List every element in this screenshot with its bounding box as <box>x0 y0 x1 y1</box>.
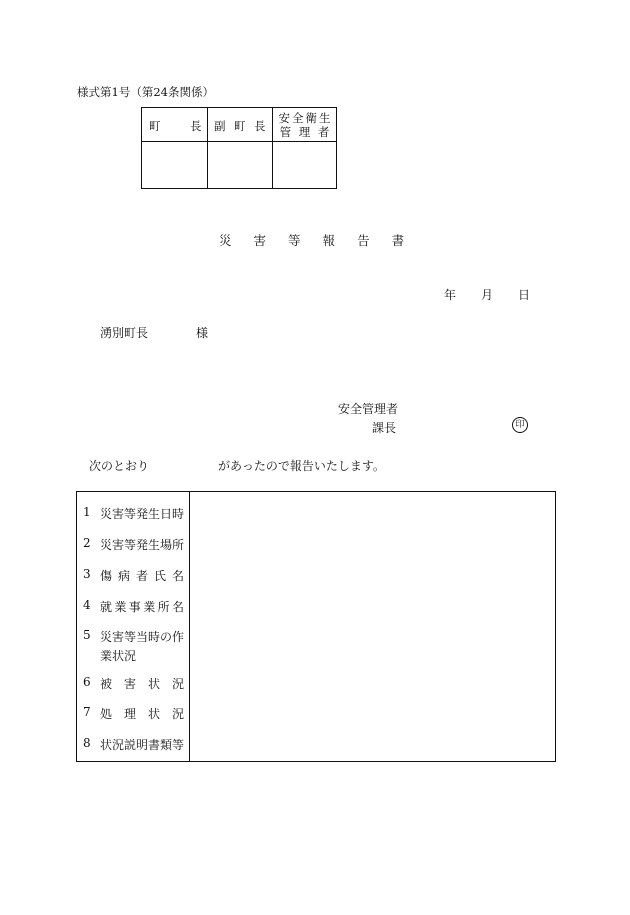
report-row <box>83 567 184 584</box>
title-char: 等 <box>288 233 301 248</box>
approval-label-mayor-2: 長 <box>190 119 202 133</box>
report-item-number: 7 <box>83 705 91 719</box>
reporter-role: 安全管理者 <box>338 402 399 416</box>
date-month: 月 <box>481 288 494 302</box>
approval-column-mayor <box>142 108 208 188</box>
addressee-honorific: 様 <box>196 326 209 340</box>
approval-column-deputy-mayor <box>208 108 273 188</box>
title-char: 書 <box>391 233 405 248</box>
report-item-label: 災害等発生場所 <box>100 538 185 552</box>
report-row <box>83 598 184 615</box>
report-item-number: 5 <box>83 628 91 642</box>
report-table-divider <box>189 492 190 761</box>
approval-label-safety-manager <box>278 111 333 139</box>
date-line <box>444 286 555 303</box>
approval-header-mayor <box>142 108 207 142</box>
report-row <box>83 536 184 553</box>
approval-column-safety-manager <box>273 108 336 188</box>
title-char: 告 <box>357 233 370 248</box>
date-year: 年 <box>444 288 457 302</box>
report-item-number: 4 <box>83 598 91 612</box>
report-item-label: 災害等当時の作業状況 <box>100 630 185 663</box>
intro-text-after: があったので報告いたします。 <box>218 459 385 473</box>
report-row <box>83 736 184 753</box>
report-item-number: 1 <box>83 505 91 519</box>
form-number: 様式第1号（第24条関係） <box>77 85 214 99</box>
approval-label-safety-line2: 管 理 者 <box>279 125 332 139</box>
reporter-title: 課長 <box>372 421 397 435</box>
report-table <box>76 491 556 762</box>
report-item-label: 就業事業所名 <box>100 600 184 614</box>
seal-mark: 印 <box>512 417 528 433</box>
report-row <box>83 675 184 692</box>
report-row <box>83 628 184 666</box>
report-item-label: 被害状況 <box>100 677 184 691</box>
approval-stamp-table <box>141 107 337 189</box>
report-row <box>83 505 184 522</box>
report-item-label: 災害等発生日時 <box>100 507 185 521</box>
date-day: 日 <box>518 288 531 302</box>
approval-label-safety-line1: 安全衛生 <box>278 111 333 125</box>
report-item-number: 2 <box>83 536 91 550</box>
report-item-label: 傷病者氏名 <box>100 569 184 583</box>
approval-header-deputy-mayor <box>208 108 272 142</box>
intro-text-before: 次のとおり <box>89 459 150 473</box>
approval-label-deputy-2: 町 <box>234 119 246 133</box>
report-item-label: 処理状況 <box>100 707 184 721</box>
approval-label-deputy-3: 長 <box>254 119 266 133</box>
report-item-label: 状況説明書類等 <box>100 738 185 752</box>
approval-header-safety-manager <box>273 108 336 142</box>
title-char: 害 <box>253 233 267 248</box>
title-char: 災 <box>219 233 232 248</box>
title-char: 報 <box>322 233 336 248</box>
report-row <box>83 705 184 722</box>
approval-label-deputy-1: 副 <box>214 119 226 133</box>
report-item-number: 8 <box>83 736 91 750</box>
report-item-number: 3 <box>83 567 91 581</box>
approval-label-mayor-1: 町 <box>149 119 161 133</box>
addressee-name: 湧別町長 <box>100 326 149 340</box>
document-title <box>219 231 426 249</box>
report-item-number: 6 <box>83 675 91 689</box>
